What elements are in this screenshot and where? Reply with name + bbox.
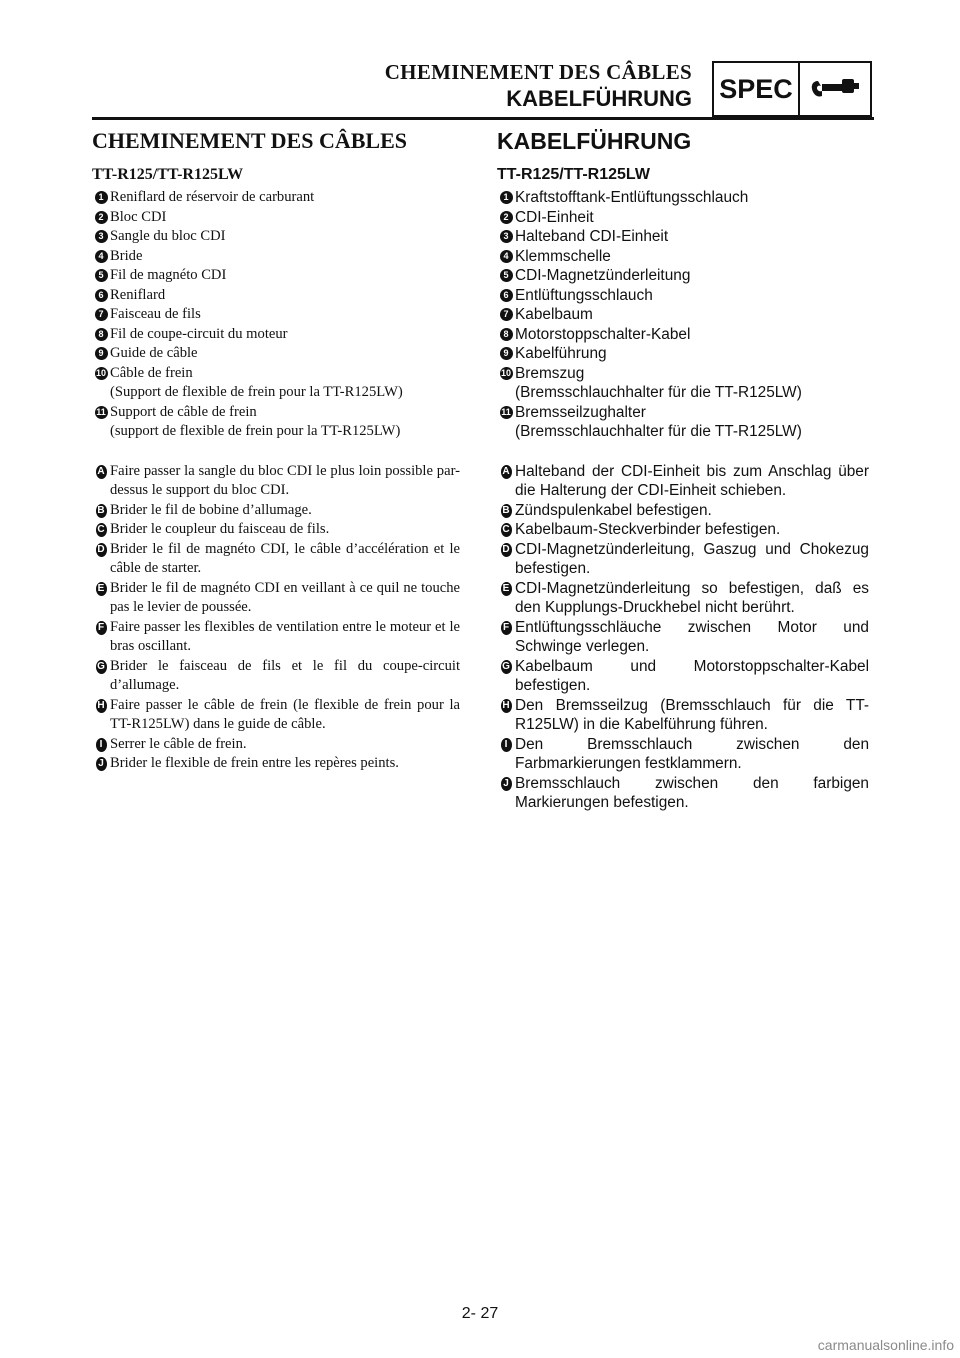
- instruction-text: Bremsschlauch zwischen den farbigen Markierungen befestigen.: [515, 774, 869, 811]
- part-item: [92, 227, 460, 247]
- part-text: Support de câble de frein (support de flexible de frein pour la TT-R125LW): [110, 403, 401, 439]
- part-item: [497, 344, 869, 364]
- part-number-marker: 7: [497, 305, 515, 321]
- instruction-letter-marker: H: [97, 699, 105, 711]
- part-item: [92, 188, 460, 208]
- part-number-marker: 9: [497, 344, 515, 360]
- instruction-letter-marker: E: [497, 579, 515, 596]
- notes-list-fr: [92, 462, 460, 774]
- part-number-marker: 3: [497, 227, 515, 243]
- header-title-fr: CHEMINEMENT DES CÂBLES: [384, 60, 692, 84]
- instruction-item: [497, 579, 869, 618]
- part-number-marker: 8: [497, 325, 515, 341]
- part-item: [92, 344, 460, 364]
- part-item: [497, 305, 869, 325]
- part-text: Bremszug (Bremsschlauchhalter für die TT-R125LW): [515, 364, 802, 401]
- watermark: carmanualsonline.info: [817, 1337, 954, 1353]
- instruction-text: Den Bremsseilzug (Bremsschlauch für die TT-R125LW) in die Kabelführung führen.: [515, 696, 869, 733]
- instruction-text: CDI-Magnetzünderleitung so befestigen, daß es den Kupplungs-Druckhebel nicht berührt.: [515, 579, 869, 616]
- instruction-text: CDI-Magnetzünderleitung, Gaszug und Chokezug befestigen.: [515, 540, 869, 577]
- part-number-marker: 4: [92, 247, 110, 263]
- page-number: 2- 27: [461, 1305, 499, 1322]
- instruction-item: [497, 618, 869, 657]
- part-text: Kabelbaum: [515, 306, 593, 323]
- instruction-item: [92, 735, 460, 755]
- instruction-text: Brider le fil de magnéto CDI, le câble d’accélération et le câble de starter.: [110, 540, 460, 576]
- instruction-letter-marker: A: [97, 465, 105, 477]
- german-column: [497, 128, 869, 813]
- instruction-item: [497, 520, 869, 540]
- instruction-text: Brider le coupleur du faisceau de fils.: [110, 521, 330, 537]
- part-text: Kabelführung: [515, 345, 607, 362]
- instruction-letter-marker: J: [497, 774, 515, 791]
- part-text: Fil de coupe-circuit du moteur: [110, 325, 288, 342]
- instruction-text: Zündspulenkabel befestigen.: [515, 501, 712, 519]
- part-number-marker: 5: [92, 266, 110, 282]
- part-text: Halteband CDI-Einheit: [515, 228, 669, 245]
- part-number-marker: 10: [500, 367, 511, 378]
- spec-badge: [712, 61, 872, 117]
- part-text: CDI-Magnetzünderleitung: [515, 267, 691, 284]
- parts-list-de: [497, 188, 869, 442]
- part-item: [497, 403, 869, 442]
- part-item: [497, 286, 869, 306]
- part-item: [497, 188, 869, 208]
- part-number-marker: 11: [501, 406, 511, 417]
- instruction-item: [92, 696, 460, 735]
- part-item: [92, 403, 460, 442]
- part-text: Entlüftungsschlauch: [515, 286, 653, 304]
- part-text: CDI-Einheit: [515, 208, 594, 226]
- wrench-icon: [800, 63, 870, 115]
- instruction-letter-marker: F: [497, 618, 515, 635]
- part-item: [497, 208, 869, 228]
- part-text: Câble de frein (Support de flexible de frein pour la TT-R125LW): [110, 364, 403, 400]
- part-text: Bloc CDI: [110, 208, 167, 225]
- part-item: [92, 266, 460, 286]
- part-text: Bremsseilzughalter (Bremsschlauchhalter für die TT-R125LW): [515, 403, 802, 440]
- instruction-letter-marker: I: [92, 735, 110, 752]
- part-text: Klemmschelle: [515, 247, 611, 265]
- instruction-letter-marker: C: [502, 524, 510, 535]
- part-item: [92, 208, 460, 228]
- part-number-marker: 9: [92, 344, 110, 360]
- instruction-text: Faire passer les flexibles de ventilation entre le moteur et le bras oscillant.: [110, 618, 460, 654]
- instruction-item: [497, 540, 869, 579]
- part-number-marker: 7: [92, 305, 110, 321]
- instruction-text: Faire passer la sangle du bloc CDI le plus loin possible par-dessus le support du bloc CDI.: [110, 462, 460, 498]
- instruction-letter-marker: J: [92, 754, 110, 771]
- instruction-text: Den Bremsschlauch zwischen den Farbmarkierungen festklammern.: [515, 735, 869, 772]
- header-title-de: KABELFÜHRUNG: [506, 86, 692, 111]
- section-title-de: KABELFÜHRUNG: [497, 128, 692, 154]
- parts-list-fr: [92, 188, 460, 442]
- part-text: Sangle du bloc CDI: [110, 228, 226, 244]
- instruction-letter-marker: A: [502, 465, 510, 477]
- part-text: Faisceau de fils: [110, 306, 201, 322]
- part-number-marker: 6: [497, 286, 515, 302]
- part-item: [92, 305, 460, 325]
- instruction-text: Halteband der CDI-Einheit bis zum Anschlag über die Halterung der CDI-Einheit schieben.: [515, 462, 869, 499]
- instruction-item: [92, 520, 460, 540]
- model-title-de: TT-R125/TT-R125LW: [497, 166, 650, 183]
- part-number-marker: 2: [92, 208, 110, 224]
- part-item: [497, 247, 869, 267]
- part-number-marker: 6: [92, 286, 110, 302]
- part-text: Kraftstofftank-Entlüftungsschlauch: [515, 189, 749, 206]
- instruction-item: [92, 462, 460, 501]
- instruction-text: Brider le flexible de frein entre les repères peints.: [110, 755, 399, 771]
- part-number-marker: 8: [92, 325, 110, 341]
- instruction-letter-marker: D: [502, 543, 510, 555]
- instruction-item: [497, 735, 869, 774]
- instruction-item: [92, 501, 460, 521]
- part-number-marker: 4: [497, 247, 515, 263]
- part-text: Bride: [110, 247, 143, 264]
- instruction-item: [92, 618, 460, 657]
- instruction-item: [92, 579, 460, 618]
- instruction-item: [497, 657, 869, 696]
- part-number-marker: 5: [497, 266, 515, 282]
- instruction-item: [497, 696, 869, 735]
- section-title-fr: CHEMINEMENT DES CÂBLES: [92, 128, 407, 153]
- part-item: [92, 286, 460, 306]
- instruction-item: [92, 540, 460, 579]
- instruction-item: [92, 754, 460, 774]
- instruction-letter-marker: H: [502, 699, 510, 711]
- instruction-letter-marker: E: [92, 579, 110, 596]
- part-text: Motorstoppschalter-Kabel: [515, 325, 691, 343]
- model-title-fr: TT-R125/TT-R125LW: [92, 166, 244, 183]
- instruction-letter-marker: B: [97, 504, 105, 516]
- instruction-text: Brider le faisceau de fils et le fil du coupe-circuit d’allumage.: [110, 657, 460, 693]
- part-number-marker: 3: [92, 227, 110, 243]
- instruction-text: Kabelbaum-Steckverbinder befestigen.: [515, 521, 781, 538]
- instruction-item: [92, 657, 460, 696]
- instruction-item: [497, 774, 869, 813]
- instruction-letter-marker: G: [97, 660, 105, 672]
- instruction-letter-marker: I: [497, 735, 515, 752]
- instruction-item: [497, 501, 869, 521]
- instruction-letter-marker: F: [92, 618, 110, 635]
- instruction-letter-marker: C: [97, 524, 105, 535]
- instruction-text: Kabelbaum und Motorstoppschalter-Kabel befestigen.: [515, 657, 869, 694]
- part-text: Reniflard: [110, 286, 166, 303]
- part-text: Guide de câble: [110, 345, 198, 361]
- instruction-text: Faire passer le câble de frein (le flexible de frein pour la TT-R125LW) dans le guide de câble.: [110, 696, 460, 732]
- part-item: [497, 266, 869, 286]
- instruction-item: [497, 462, 869, 501]
- part-number-marker: 10: [95, 367, 106, 378]
- part-text: Reniflard de réservoir de carburant: [110, 189, 315, 205]
- part-number-marker: 1: [92, 188, 110, 204]
- instruction-text: Brider le fil de magnéto CDI en veillant à ce quil ne touche pas le levier de poussée.: [110, 579, 460, 615]
- part-item: [92, 325, 460, 345]
- spec-label: SPEC: [714, 63, 800, 115]
- part-number-marker: 2: [497, 208, 515, 224]
- part-number-marker: 1: [497, 188, 515, 204]
- part-item: [497, 227, 869, 247]
- part-text: Fil de magnéto CDI: [110, 267, 227, 283]
- part-item: [497, 364, 869, 403]
- instruction-text: Serrer le câble de frein.: [110, 735, 247, 752]
- part-item: [92, 364, 460, 403]
- part-item: [92, 247, 460, 267]
- instruction-letter-marker: B: [502, 504, 510, 516]
- instruction-text: Entlüftungsschläuche zwischen Motor und Schwinge verlegen.: [515, 618, 869, 655]
- part-number-marker: 11: [96, 406, 106, 417]
- notes-list-de: [497, 462, 869, 813]
- instruction-text: Brider le fil de bobine d’allumage.: [110, 501, 312, 518]
- instruction-letter-marker: G: [502, 660, 510, 672]
- header-rule: [92, 117, 874, 120]
- instruction-letter-marker: D: [97, 543, 105, 555]
- part-item: [497, 325, 869, 345]
- french-column: [92, 128, 460, 774]
